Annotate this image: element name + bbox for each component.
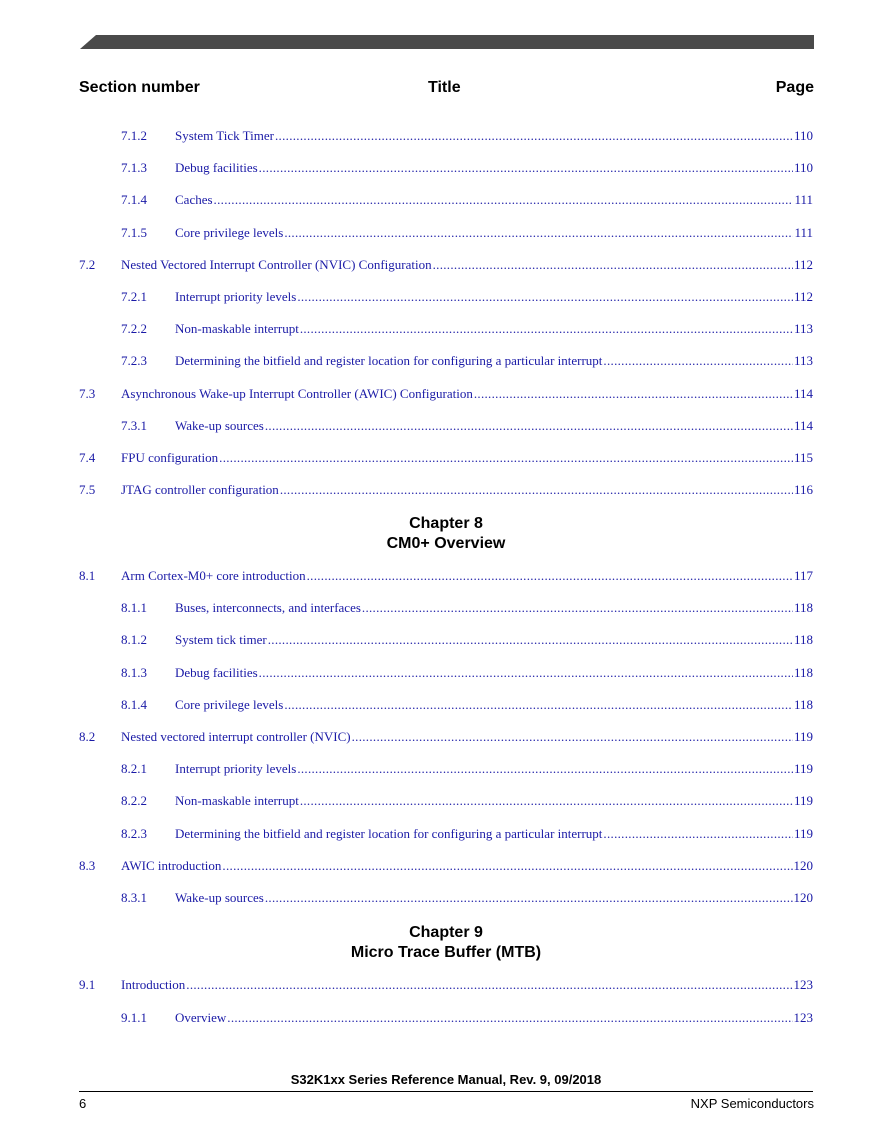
toc-dot-leader (227, 1010, 792, 1026)
toc-entry-number: 8.2.1 (121, 761, 147, 777)
footer-page-number: 6 (79, 1096, 87, 1111)
toc-entry-number: 9.1 (79, 977, 96, 992)
toc-entry[interactable] (79, 353, 813, 369)
toc-dot-leader (219, 450, 793, 466)
toc-entry-title[interactable]: Nested Vectored Interrupt Controller (NVIC) Configuration (121, 256, 432, 272)
toc-entry-page[interactable]: 113 (793, 321, 813, 337)
toc-entry-title[interactable]: Determining the bitfield and register location for configuring a particular interrupt (175, 353, 603, 369)
toc-dot-leader (259, 160, 793, 176)
toc-dot-leader (265, 418, 793, 434)
toc-entry-page[interactable]: 119 (793, 729, 813, 744)
footer-divider (79, 1091, 813, 1092)
toc-entry-title[interactable]: Debug facilities (175, 664, 258, 680)
toc-dot-leader (352, 729, 793, 745)
toc-entry-title[interactable]: Nested vectored interrupt controller (NVIC) (121, 729, 351, 744)
toc-entry-number: 8.2 (79, 729, 96, 744)
toc-entry-number: 7.2.2 (121, 321, 147, 337)
toc-dot-leader (222, 858, 792, 874)
toc-entry[interactable] (79, 697, 813, 713)
toc-entry-title[interactable]: Wake-up sources (175, 417, 264, 433)
toc-entry-title[interactable]: Core privilege levels (175, 696, 284, 712)
toc-entry[interactable] (79, 665, 813, 681)
toc-entry-number: 8.2.2 (121, 793, 147, 809)
toc-entry-title[interactable]: AWIC introduction (121, 857, 222, 873)
toc-entry-page[interactable]: 114 (793, 417, 813, 433)
toc-dot-leader (433, 257, 793, 273)
toc-entry[interactable] (79, 450, 813, 466)
toc-entry-page[interactable]: 112 (793, 289, 813, 304)
toc-entry-title[interactable]: Buses, interconnects, and interfaces (175, 600, 361, 616)
title-heading: Title (428, 79, 461, 96)
toc-entry-number: 7.2.3 (121, 353, 147, 369)
toc-entry-page[interactable]: 111 (794, 224, 813, 240)
toc-entry-title[interactable]: Core privilege levels (175, 224, 284, 240)
toc-entry-number: 7.1.5 (121, 224, 147, 240)
toc-entry-number: 8.1 (79, 568, 96, 583)
toc-entry-title[interactable]: Determining the bitfield and register location for configuring a particular interrupt (175, 825, 603, 841)
footer-manual-title: S32K1xx Series Reference Manual, Rev. 9, 09/2018 (290, 1072, 602, 1087)
toc-dot-leader (307, 568, 793, 584)
toc-entry[interactable] (79, 192, 813, 208)
toc-entry-number: 8.1.4 (121, 696, 147, 712)
toc-entry-number: 7.1.4 (121, 192, 147, 208)
toc-entry-page[interactable]: 119 (793, 825, 813, 841)
toc-entry-number: 8.3 (79, 857, 96, 873)
toc-dot-leader (284, 225, 793, 241)
toc-entry-title[interactable]: Overview (175, 1009, 227, 1025)
toc-entry-title[interactable]: FPU configuration (121, 450, 219, 465)
toc-entry[interactable] (79, 225, 813, 241)
toc-entry-title[interactable]: Arm Cortex-M0+ core introduction (121, 568, 306, 583)
toc-entry-number: 8.3.1 (121, 890, 147, 905)
toc-entry-title[interactable]: Introduction (121, 977, 186, 992)
toc-entry[interactable] (79, 321, 813, 337)
toc-entry-page[interactable]: 118 (793, 600, 813, 616)
toc-entry[interactable] (79, 1010, 813, 1026)
toc-entry-title[interactable]: Caches (175, 192, 213, 208)
toc-entry[interactable] (79, 568, 813, 584)
toc-entry-page[interactable]: 111 (794, 192, 813, 208)
toc-entry-title[interactable]: Interrupt priority levels (175, 289, 297, 304)
toc-entry-page[interactable]: 118 (793, 632, 813, 648)
toc-entry[interactable] (79, 418, 813, 434)
toc-entry[interactable] (79, 289, 813, 305)
toc-entry-number: 7.3.1 (121, 417, 147, 433)
toc-dot-leader (268, 632, 793, 648)
toc-entry-number: 7.5 (79, 482, 96, 498)
toc-entry-title[interactable]: JTAG controller configuration (121, 482, 279, 498)
toc-entry[interactable] (79, 761, 813, 777)
toc-entry-number: 7.3 (79, 385, 96, 401)
toc-entry-number: 7.1.2 (121, 128, 147, 143)
toc-entry-page[interactable]: 115 (793, 450, 813, 465)
toc-entry-number: 7.2 (79, 256, 96, 272)
toc-entry-number: 7.1.3 (121, 160, 147, 176)
toc-entry-page[interactable]: 110 (793, 128, 813, 143)
toc-dot-leader (474, 386, 793, 402)
toc-dot-leader (275, 128, 793, 144)
toc-entry[interactable] (79, 160, 813, 176)
toc-entry[interactable] (79, 793, 813, 809)
toc-entry[interactable] (79, 826, 813, 842)
toc-entry-page[interactable]: 113 (793, 353, 813, 369)
toc-entry-number: 7.4 (79, 450, 96, 465)
toc-entry-title[interactable]: Interrupt priority levels (175, 761, 297, 777)
toc-entry-title[interactable]: System tick timer (175, 632, 267, 648)
toc-dot-leader (186, 977, 792, 993)
toc-entry-number: 8.1.2 (121, 632, 147, 648)
chapter-title: CM0+ Overview (386, 535, 506, 552)
toc-entry-page[interactable]: 112 (793, 256, 813, 272)
toc-dot-leader (297, 761, 793, 777)
toc-dot-leader (214, 192, 794, 208)
toc-entry-number: 8.1.1 (121, 600, 147, 616)
toc-entry-page[interactable]: 116 (793, 482, 813, 498)
toc-dot-leader (259, 665, 793, 681)
toc-entry-title[interactable]: Wake-up sources (175, 890, 264, 905)
toc-entry-page[interactable]: 118 (793, 696, 813, 712)
toc-dot-leader (284, 697, 793, 713)
toc-entry-page[interactable]: 119 (793, 793, 813, 809)
toc-entry[interactable] (79, 977, 813, 993)
toc-entry[interactable] (79, 600, 813, 616)
toc-entry[interactable] (79, 128, 813, 144)
toc-dot-leader (297, 289, 793, 305)
toc-entry-page[interactable]: 120 (793, 857, 813, 873)
toc-dot-leader (265, 890, 793, 906)
toc-entry-page[interactable]: 123 (793, 977, 813, 992)
toc-entry[interactable] (79, 482, 813, 498)
toc-entry-title[interactable]: System Tick Timer (175, 128, 274, 143)
toc-entry-title[interactable]: Debug facilities (175, 160, 258, 176)
toc-entry[interactable] (79, 858, 813, 874)
section-number-heading: Section number (79, 79, 200, 96)
toc-entry-title[interactable]: Non-maskable interrupt (175, 793, 299, 809)
toc-entry-number: 7.2.1 (121, 289, 147, 304)
toc-entry[interactable] (79, 386, 813, 402)
toc-entry-title[interactable]: Non-maskable interrupt (175, 321, 299, 337)
toc-entry-page[interactable]: 114 (793, 385, 813, 401)
toc-entry-page[interactable]: 120 (793, 890, 813, 905)
header-decorative-bar (80, 35, 814, 49)
toc-entry-number: 8.2.3 (121, 825, 147, 841)
toc-entry-page[interactable]: 119 (793, 761, 813, 777)
toc-entry-number: 8.1.3 (121, 664, 147, 680)
toc-dot-leader (603, 353, 793, 369)
chapter-title: Micro Trace Buffer (MTB) (350, 944, 542, 961)
chapter-9-heading (79, 923, 813, 963)
toc-entry-page[interactable]: 117 (793, 568, 813, 583)
toc-dot-leader (300, 321, 793, 337)
toc-entry[interactable] (79, 729, 813, 745)
page-heading: Page (775, 79, 814, 96)
toc-entry[interactable] (79, 632, 813, 648)
toc-entry-page[interactable]: 123 (793, 1009, 813, 1025)
toc-entry[interactable] (79, 890, 813, 906)
chapter-label: Chapter 8 (409, 515, 483, 532)
footer-company: NXP Semiconductors (690, 1096, 814, 1111)
toc-dot-leader (280, 482, 793, 498)
toc-entry-number: 9.1.1 (121, 1009, 147, 1025)
toc-entry-title[interactable]: Asynchronous Wake-up Interrupt Controller (AWIC) Configuration (121, 385, 473, 401)
toc-entry-page[interactable]: 110 (793, 160, 813, 176)
chapter-8-heading (79, 514, 813, 554)
toc-entry[interactable] (79, 257, 813, 273)
toc-dot-leader (362, 600, 793, 616)
toc-entry-page[interactable]: 118 (793, 664, 813, 680)
toc-dot-leader (300, 793, 793, 809)
toc-dot-leader (603, 826, 793, 842)
chapter-label: Chapter 9 (409, 924, 483, 941)
